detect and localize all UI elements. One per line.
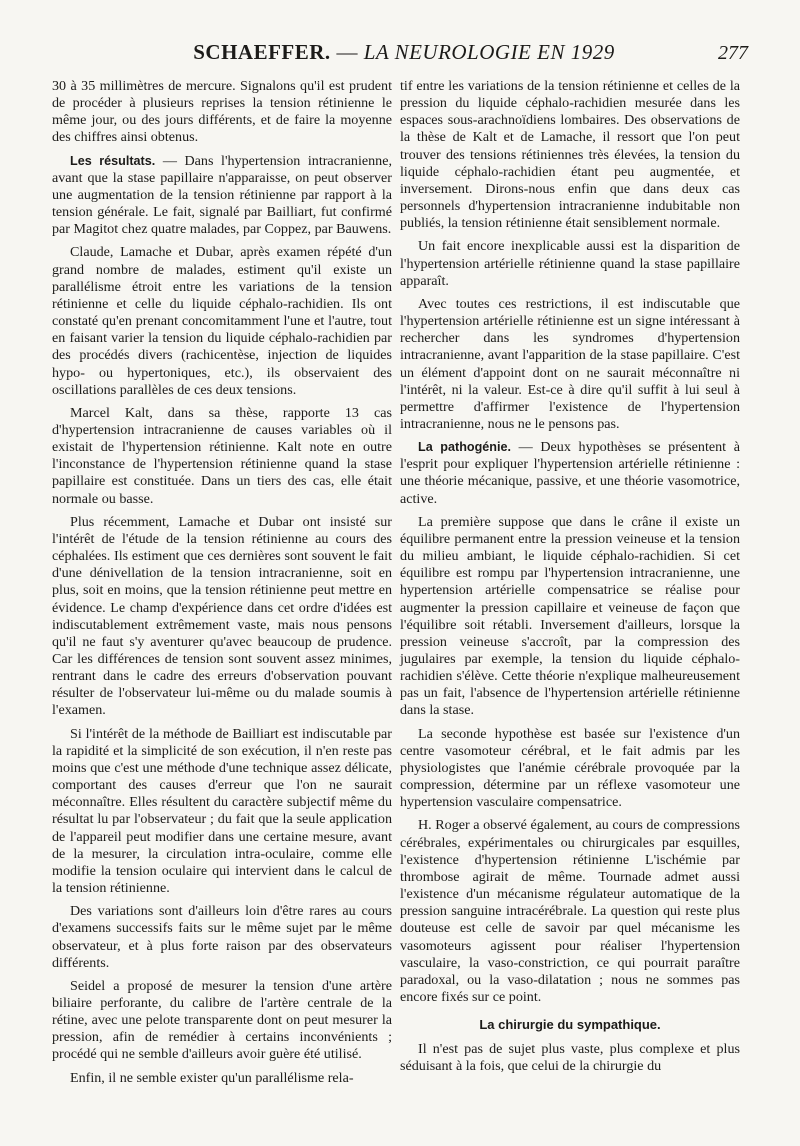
run-in-heading-results: Les résultats. [70, 153, 156, 168]
paragraph: Plus récemment, Lamache et Dubar ont insisté sur l'intérêt de l'étude de la tension rétinienne au cours des céphalées. Ils estiment que ces dernières sont souvent le fait d'une dénivellation de la tension intracranienne, soit en plus, soit en moins, que la tension rétinienne peut mettre en évidence. Le champ d'expérience dans cet ordre d'idées est indiscutablement extrêmement vaste, mais nous pensons qu'il ne faut s'y aventurer qu'avec beaucoup de prudence. Car les différences de tension sont souvent assez minimes, rentrant dans le cadre des erreurs d'observation pouvant résulter de l'observateur lui-même ou du malade soumis à l'examen. [52, 513, 392, 719]
paragraph: La seconde hypothèse est basée sur l'existence d'un centre vasomoteur cérébral, et le fait admis par les physiologistes que l'anémie cérébrale provoquée par la compression, détermine par un réflexe vasomoteur une hypertension vasculaire compensatrice. [400, 725, 740, 811]
paragraph: 30 à 35 millimètres de mercure. Signalons qu'il est prudent de procéder à plusieurs reprises la tension rétinienne le même jour, ou des jours différents, et de faire la moyenne des chiffres ainsi obtenus. [52, 78, 392, 146]
journal-title: LA NEUROLOGIE EN 1929 [363, 40, 615, 64]
paragraph: Enfin, il ne semble exister qu'un parallélisme rela- [70, 1069, 354, 1086]
paragraph-text: — Deux hypothèses se présentent à l'esprit pour expliquer l'hypertension artérielle rétinienne : une théorie mécanique, passive, et une théorie vasomotrice, active. [400, 439, 740, 507]
paragraph: H. Roger a observé également, au cours de compressions cérébrales, expérimentales ou chirurgicales par esquilles, l'existence d'hypertension rétinienne L'ischémie par thrombose agirait de même. Tournade admet aussi l'existence d'un mécanisme régulateur automatique de la pression sanguine intracérébrale. La question qui reste plus douteuse est celle de savoir par quel mécanisme les vasomoteurs agissent pour réaliser l'hypertension vasculaire, la vaso-constriction, ce qui pourrait paraître paradoxal, ou la vaso-dilatation ; nous ne sommes pas encore fixés sur ce point. [400, 817, 740, 1005]
title-separator: — [336, 40, 358, 64]
paragraph: tif entre les variations de la tension rétinienne et celles de la pression du liquide céphalo-rachidien mesurée dans les espaces sous-arachnoïdiens lombaires. Des observations de la thèse de Kalt et de Lamache, il ressort que l'on peut trouver des tensions rétiniennes très élevées, la tension du liquide céphalo-rachidien étant peu augmentée, et inversement. Dirons-nous enfin que dans deux cas personnels d'hypertension intracranienne indubitable non publiés, la tension rétinienne était sensiblement normale. [400, 78, 740, 232]
section-heading: La chirurgie du sympathique. [479, 1017, 661, 1033]
paragraph: Si l'intérêt de la méthode de Bailliart est indiscutable par la rapidité et la simplicité de son exécution, il n'en reste pas moins que c'est une méthode d'une technique assez délicate, comportant des causes d'erreur que l'on ne saurait méconnaître. Elles résultent du caractère subjectif même du résultat lu par l'observateur ; du fait que la seule application de l'appareil peut modifier dans une certaine mesure, avant de la mesurer, la circulation intra-oculaire, comme elle modifie la tension oculaire qui intervient dans le calcul de la tension rétinienne. [52, 725, 392, 897]
right-column [400, 78, 740, 1076]
paragraph: Avec toutes ces restrictions, il est indiscutable que l'hypertension artérielle rétinienne est un signe intéressant à rechercher dans les syndromes d'hypertension intracranienne, avant l'apparition de la stase papillaire. C'est un élément d'appoint dont on ne saurait méconnaître ni l'intérêt, ni la valeur. Est-ce à dire qu'il suffit à lui seul à permettre d'affirmer l'existence de l'hypertension intracranienne, nous ne le pensons pas. [400, 295, 740, 432]
paragraph: Il n'est pas de sujet plus vaste, plus complexe et plus séduisant à la fois, que celui de la chirurgie du [400, 1041, 740, 1075]
paragraph-pathogenie [400, 439, 740, 508]
left-column [52, 78, 392, 1087]
paragraph-results [52, 153, 392, 239]
page-number: 277 [718, 42, 748, 64]
paragraph: Un fait encore inexplicable aussi est la disparition de l'hypertension artérielle rétinienne quand la stase papillaire apparaît. [400, 238, 740, 289]
paragraph: La première suppose que dans le crâne il existe un équilibre permanent entre la pression veineuse et la tension du milieu ambiant, le liquide céphalo-rachidien. Si cet équilibre est rompu par l'hypertension intracranienne, une hypertension artérielle compensatrice se réalise pour augmenter la pression capillaire et veineuse de façon que l'équilibre soit rétabli. Inversement d'ailleurs, lorsque la pression veineuse s'accroît, par la compression des jugulaires par exemple, la tension du liquide céphalo-rachidien s'élève. Cette théorie n'explique malheureusement pas un fait, l'absence de l'hypertension artérielle rétinienne dans la stase. [400, 513, 740, 719]
paragraph: Marcel Kalt, dans sa thèse, rapporte 13 cas d'hypertension intracranienne de causes variables où il existait de l'hypertension rétinienne. Kalt note en outre l'inconstance de l'hypertension rétinienne quand la stase papillaire est constituée. Dans un tiers des cas, elle était normale ou basse. [52, 404, 392, 507]
paragraph: Des variations sont d'ailleurs loin d'être rares au cours d'examens successifs faits sur le même sujet par le même observateur, et à plus forte raison par des observateurs différents. [52, 903, 392, 971]
running-header [60, 40, 748, 68]
author-name: SCHAEFFER. [193, 40, 331, 64]
run-in-heading-pathogenie: La pathogénie. [418, 440, 511, 455]
running-title [60, 40, 748, 65]
paragraph: Claude, Lamache et Dubar, après examen répété d'un grand nombre de malades, estiment qu'il existe un parallélisme étroit entre les variations de la tension rétinienne et celle du liquide céphalo-rachidien. Ils ont constaté qu'en prenant concomitamment l'une et l'autre, tout en faisant varier la tension du liquide céphalo-rachidien par des procédés divers (rachicentèse, injection de liquides hypo- ou hypertoniques, etc.), ils observaient des oscillations parallèles de ces deux tensions. [52, 244, 392, 398]
paragraph-text: — Dans l'hypertension intracranienne, avant que la stase papillaire n'apparaisse, on peut observer une augmentation de la tension rétinienne par rapport à la tension générale. Le fait, signalé par Bailliart, fut confirmé par Magitot chez quatre malades, par Coppez, par Bauwens. [52, 152, 392, 238]
paragraph: Seidel a proposé de mesurer la tension d'une artère biliaire perforante, du calibre de l'artère centrale de la rétine, avec une pelote transparente dont on peut mesurer la pression, afin de remédier à certains inconvénients ; procédé qui ne semble d'ailleurs avoir guère été utilisé. [52, 977, 392, 1063]
